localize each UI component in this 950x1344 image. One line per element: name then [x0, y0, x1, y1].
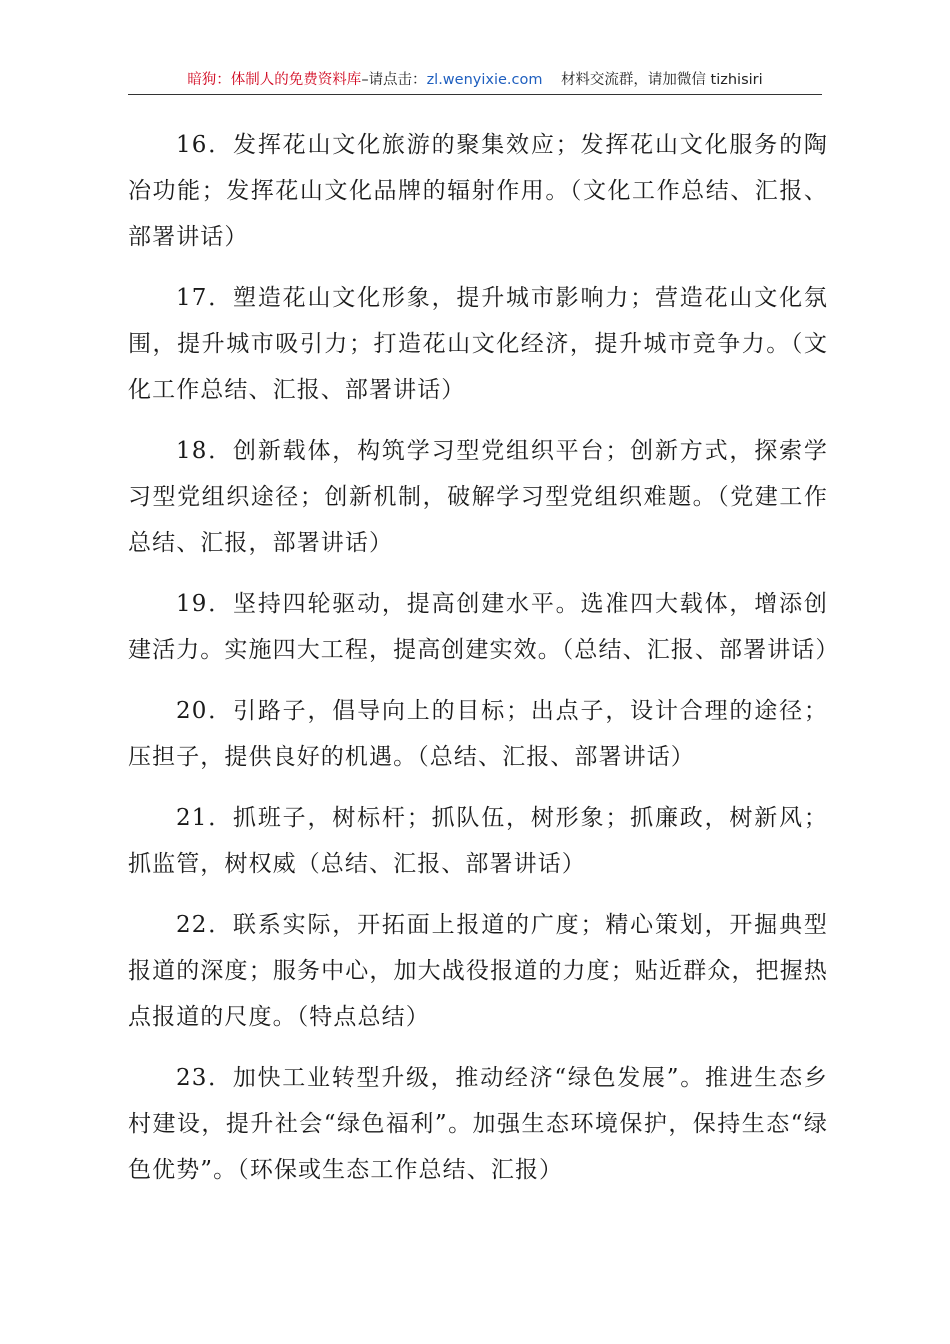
header-brand: 暗狗：体制人的免费资料库	[187, 72, 362, 88]
paragraph-20: 20．引路子，倡导向上的目标；出点子，设计合理的途径；压担子，提供良好的机遇。（总结、汇报、部署讲话）	[128, 698, 828, 770]
header-link-prefix: –请点击：	[361, 72, 427, 88]
header-url-link[interactable]: zl.wenyixie.com	[426, 72, 543, 88]
page-header	[128, 66, 822, 95]
header-contact: 材料交流群，请加微信 tizhisiri	[560, 72, 763, 88]
paragraph-23: 23．加快工业转型升级，推动经济“绿色发展”。推进生态乡村建设，提升社会“绿色福利”。加强生态环境保护，保持生态“绿色优势”。（环保或生态工作总结、汇报）	[128, 1065, 828, 1183]
paragraph-21: 21．抓班子，树标杆；抓队伍，树形象；抓廉政，树新风；抓监管，树权威（总结、汇报、部署讲话）	[128, 805, 828, 877]
paragraph-22: 22．联系实际，开拓面上报道的广度；精心策划，开掘典型报道的深度；服务中心，加大战役报道的力度；贴近群众，把握热点报道的尺度。（特点总结）	[128, 912, 828, 1030]
paragraph-18: 18．创新载体，构筑学习型党组织平台；创新方式，探索学习型党组织途径；创新机制，破解学习型党组织难题。（党建工作总结、汇报，部署讲话）	[128, 438, 828, 556]
paragraph-19: 19．坚持四轮驱动，提高创建水平。选准四大载体，增添创建活力。实施四大工程，提高创建实效。（总结、汇报、部署讲话）	[128, 591, 840, 663]
paragraph-16: 16．发挥花山文化旅游的聚集效应；发挥花山文化服务的陶冶功能；发挥花山文化品牌的辐射作用。（文化工作总结、汇报、部署讲话）	[128, 132, 828, 250]
paragraph-17: 17．塑造花山文化形象，提升城市影响力；营造花山文化氛围，提升城市吸引力；打造花山文化经济，提升城市竞争力。（文化工作总结、汇报、部署讲话）	[128, 285, 828, 403]
document-body	[128, 122, 840, 1208]
